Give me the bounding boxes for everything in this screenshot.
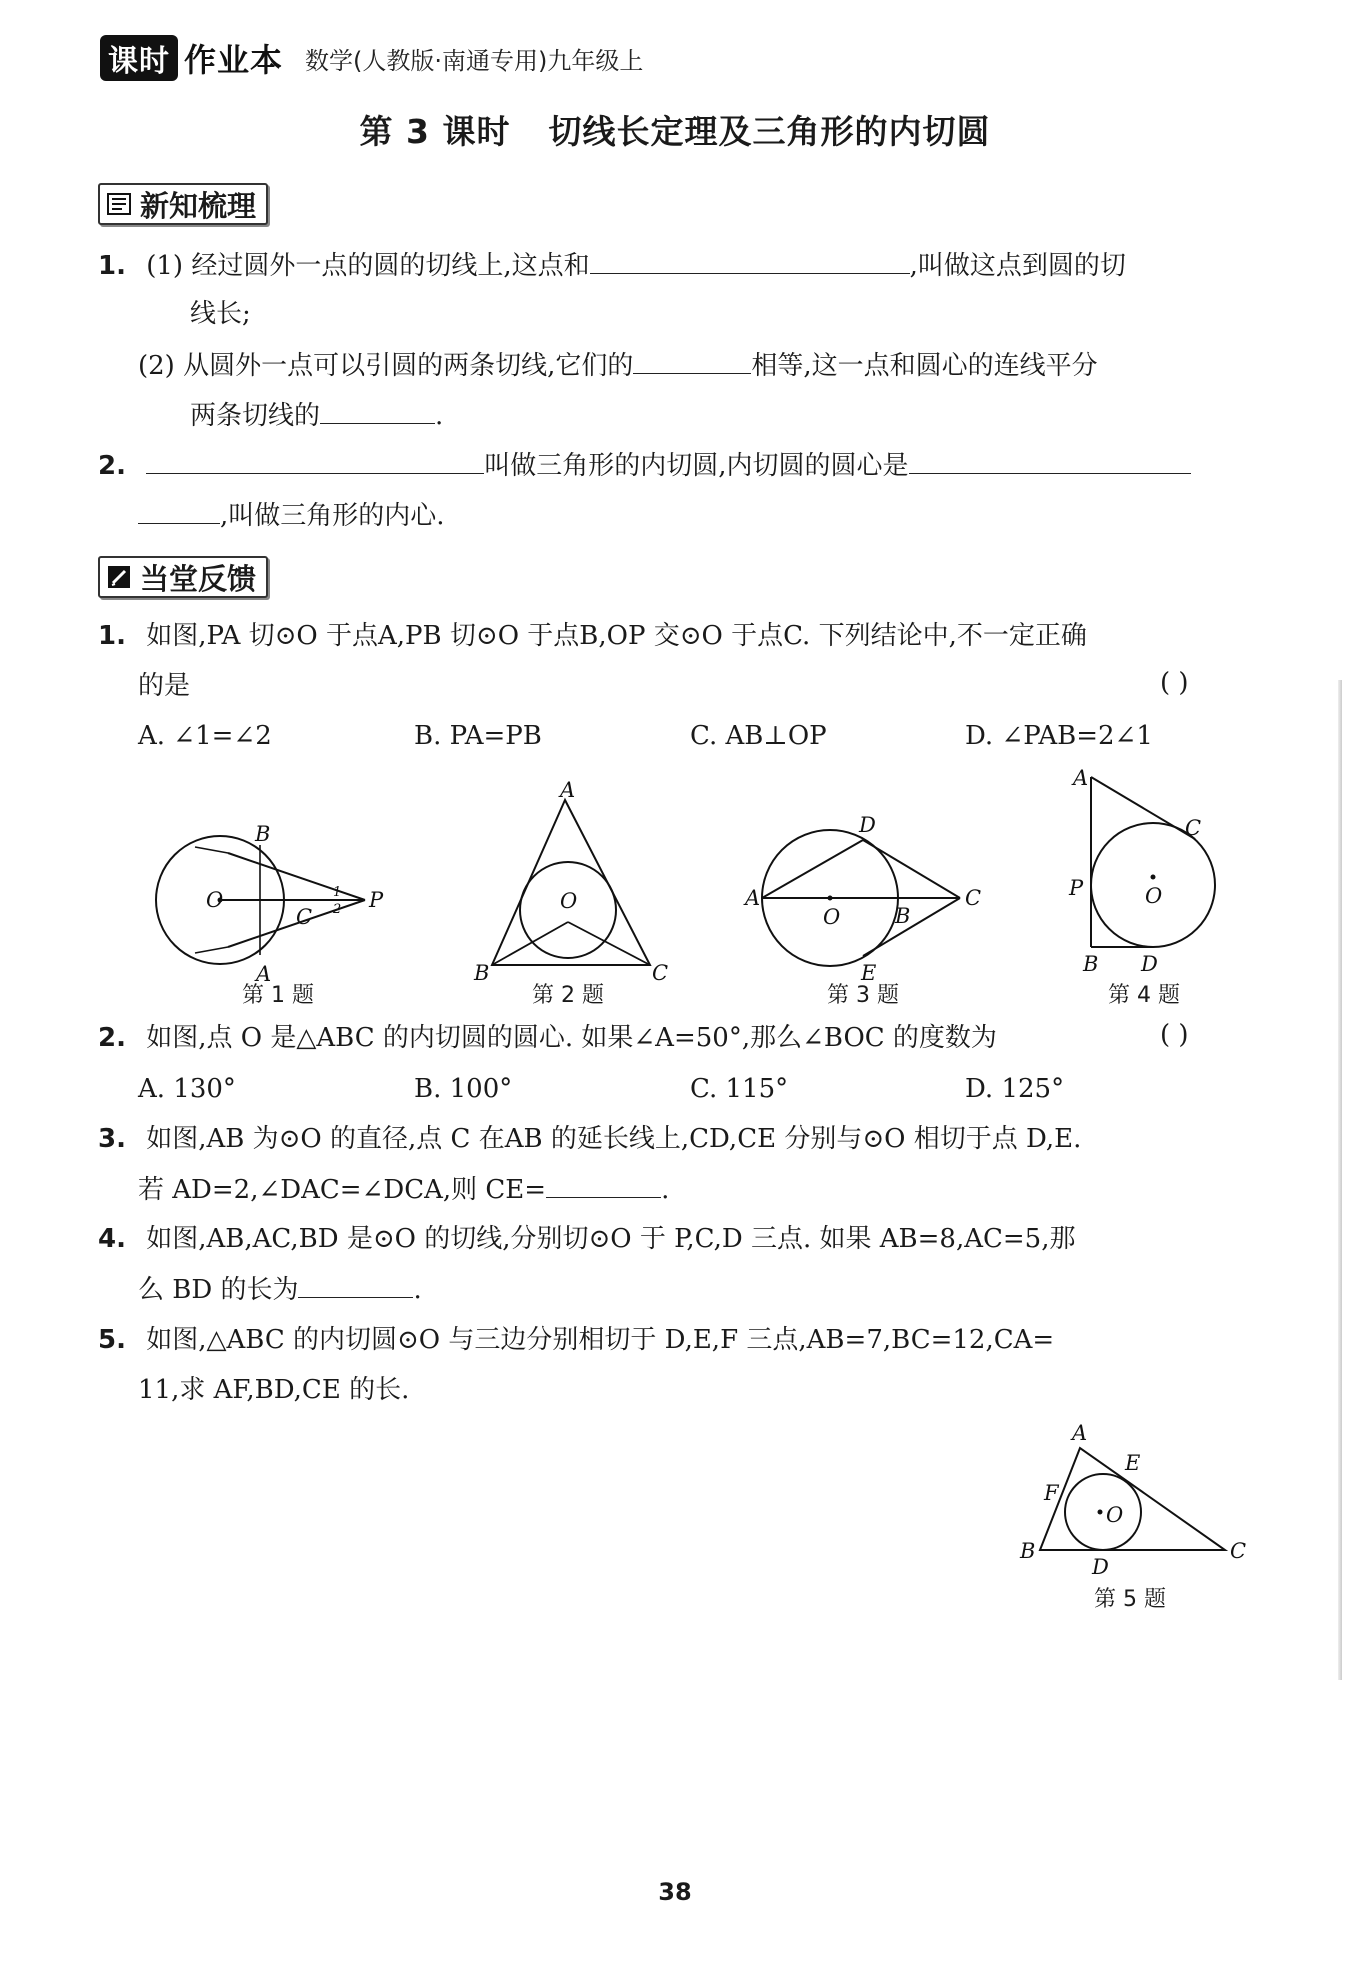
answer-blank[interactable] [320, 397, 435, 424]
s1-q1-line1 [98, 247, 1126, 284]
svg-text:P: P [1069, 876, 1084, 900]
q2-line1 [98, 1020, 997, 1056]
figure-3-diameter [735, 810, 985, 985]
question-number: 2. [98, 451, 126, 481]
figure-4-caption: 第 4 题 [1108, 983, 1180, 1008]
svg-text:O: O [560, 889, 578, 913]
svg-text:B: B [474, 961, 490, 985]
question-number: 1. [98, 251, 126, 281]
section-class-feedback [98, 556, 268, 598]
q1-option-d: D. ∠PAB=2∠1 [965, 721, 1153, 751]
svg-text:O: O [1106, 1503, 1124, 1527]
q1-text: 如图,PA 切⊙O 于点A,PB 切⊙O 于点B,OP 交⊙O 于点C. 下列结论中,不一定正确 [146, 621, 1087, 651]
q1-option-c: C. AB⊥OP [690, 721, 827, 751]
s1-q1a-text: (1) 经过圆外一点的圆的切线上,这点和 [146, 251, 590, 281]
section-new-knowledge [98, 183, 268, 225]
s1-q2-line2 [138, 497, 445, 534]
figure-3-caption: 第 3 题 [827, 983, 899, 1008]
svg-text:A: A [256, 962, 272, 985]
q5-line2: 11,求 AF,BD,CE 的长. [138, 1375, 410, 1405]
question-number: 2. [98, 1023, 126, 1053]
q4-line2 [138, 1271, 422, 1308]
svg-text:B: B [1083, 952, 1099, 976]
lesson-number: 第 3 课时 [359, 112, 511, 151]
q4-text-2: 么 BD 的长为 [138, 1275, 299, 1305]
header [100, 38, 643, 78]
svg-text:1: 1 [333, 885, 342, 900]
q5-line1 [98, 1322, 1054, 1358]
lesson-title [0, 106, 1350, 153]
s1-q1-line4 [190, 397, 443, 434]
svg-text:E: E [861, 961, 877, 985]
s1-q1-line2: 线长; [190, 299, 251, 329]
figure-5-caption: 第 5 题 [1094, 1587, 1166, 1612]
q3-line2 [138, 1171, 669, 1208]
svg-text:C: C [1185, 816, 1202, 840]
question-number: 4. [98, 1224, 126, 1254]
section-label: 新知梳理 [140, 188, 257, 223]
page-edge [1338, 680, 1342, 1680]
svg-text:P: P [369, 888, 384, 912]
q1-line2: 的是 [138, 671, 191, 701]
s1-q1a-suffix: ,叫做这点到圆的切 [909, 251, 1126, 281]
s1-q2-suffix: ,叫做三角形的内心. [220, 501, 445, 531]
answer-blank[interactable] [590, 247, 910, 274]
q3-text-2: 若 AD=2,∠DAC=∠DCA,则 CE= [138, 1175, 547, 1205]
s1-q2-text: 叫做三角形的内切圆,内切圆的圆心是 [484, 451, 909, 481]
book-subtitle: 数学(人教版·南通专用)九年级上 [305, 46, 644, 75]
svg-text:A: A [1073, 766, 1089, 790]
svg-text:D: D [1092, 1555, 1109, 1579]
svg-text:A: A [1072, 1421, 1088, 1445]
q2-option-c: C. 115° [690, 1074, 789, 1104]
figure-5-incircle [1010, 1420, 1250, 1580]
answer-blank[interactable] [146, 447, 484, 474]
svg-text:F: F [1044, 1481, 1059, 1505]
q4-line1 [98, 1221, 1076, 1257]
brand-logo [100, 35, 283, 81]
q5-text: 如图,△ABC 的内切圆⊙O 与三边分别相切于 D,E,F 三点,AB=7,BC=12,CA= [146, 1325, 1055, 1355]
answer-paren[interactable]: ( ) [1160, 668, 1189, 698]
s1-q1b-text: (2) 从圆外一点可以引圆的两条切线,它们的 [138, 351, 634, 381]
s1-q2-line1 [98, 447, 1191, 484]
answer-paren[interactable]: ( ) [1160, 1020, 1189, 1050]
answer-blank[interactable] [909, 447, 1191, 474]
svg-text:E: E [1125, 1451, 1141, 1475]
question-number: 3. [98, 1124, 126, 1154]
q3-text: 如图,AB 为⊙O 的直径,点 C 在AB 的延长线上,CD,CE 分别与⊙O 相切于点 D,E. [146, 1124, 1082, 1154]
q1-line1 [98, 618, 1087, 654]
section-label: 当堂反馈 [140, 561, 257, 596]
svg-text:O: O [1145, 884, 1163, 908]
svg-text:O: O [206, 888, 224, 912]
q3-line1 [98, 1121, 1081, 1157]
lesson-topic: 切线长定理及三角形的内切圆 [548, 112, 991, 151]
book-icon [106, 191, 132, 217]
q1-option-a: A. ∠1=∠2 [138, 721, 272, 751]
figure-1-caption: 第 1 题 [242, 983, 314, 1008]
figure-1-tangents [150, 810, 400, 985]
svg-text:C: C [652, 961, 669, 985]
svg-text:B: B [895, 904, 911, 928]
svg-text:C: C [296, 905, 313, 929]
figure-2-incircle [470, 780, 670, 985]
pencil-icon [106, 564, 132, 590]
logo-box: 课时 [100, 35, 178, 81]
svg-text:A: A [745, 886, 761, 910]
svg-text:2: 2 [333, 902, 342, 917]
period: . [435, 401, 444, 431]
s1-q1b-line2: 两条切线的 [190, 401, 321, 431]
page-number: 38 [658, 1878, 692, 1906]
svg-text:D: D [1141, 952, 1158, 976]
q2-option-d: D. 125° [965, 1074, 1065, 1104]
logo-text: 作业本 [184, 41, 284, 79]
answer-blank[interactable] [298, 1271, 413, 1298]
svg-text:C: C [1230, 1539, 1247, 1563]
question-number: 1. [98, 621, 126, 651]
svg-text:B: B [255, 822, 271, 846]
question-number: 5. [98, 1325, 126, 1355]
answer-blank[interactable] [138, 497, 220, 524]
answer-blank[interactable] [546, 1171, 661, 1198]
s1-q1b-suffix: 相等,这一点和圆心的连线平分 [751, 351, 1098, 381]
figure-4-tangent-lines [1055, 765, 1235, 980]
figure-2-caption: 第 2 题 [532, 983, 604, 1008]
q2-option-b: B. 100° [414, 1074, 513, 1104]
period: . [661, 1175, 670, 1205]
q2-option-a: A. 130° [138, 1074, 236, 1104]
q2-text: 如图,点 O 是△ABC 的内切圆的圆心. 如果∠A=50°,那么∠BOC 的度数为 [146, 1023, 997, 1053]
q4-text: 如图,AB,AC,BD 是⊙O 的切线,分别切⊙O 于 P,C,D 三点. 如果 AB=8,AC=5,那 [146, 1224, 1076, 1254]
svg-text:D: D [859, 813, 876, 837]
svg-text:B: B [1020, 1539, 1036, 1563]
svg-text:C: C [965, 886, 982, 910]
svg-text:O: O [823, 905, 841, 929]
period: . [413, 1275, 422, 1305]
svg-text:A: A [560, 780, 576, 802]
s1-q1-line3 [138, 347, 1098, 384]
answer-blank[interactable] [633, 347, 751, 374]
q1-option-b: B. PA=PB [414, 721, 542, 751]
